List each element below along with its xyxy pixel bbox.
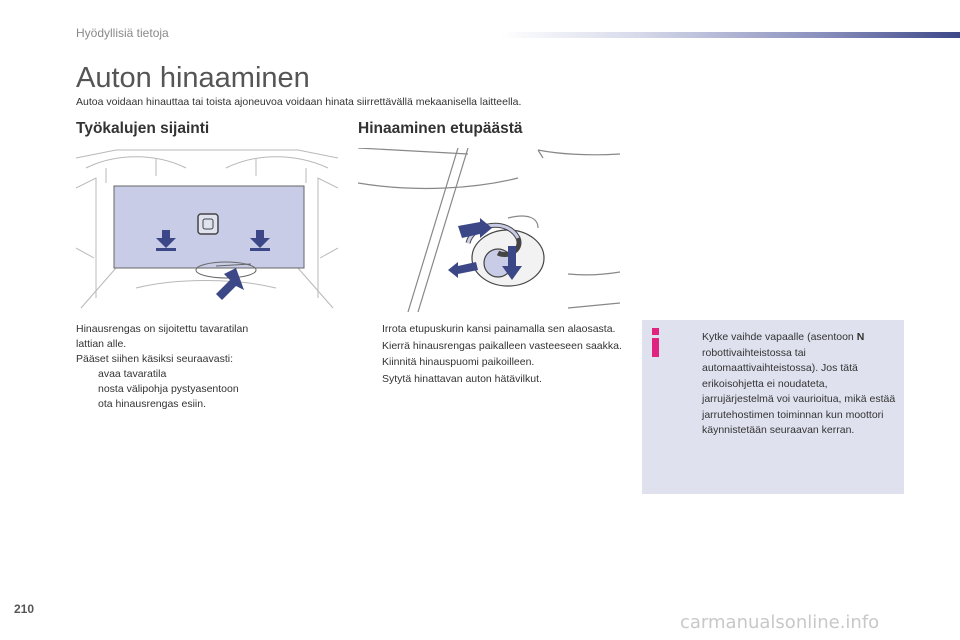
heading-front-towing: Hinaaminen etupäästä [358,120,523,137]
page-title: Auton hinaaminen [76,62,310,94]
trunk-illustration [76,148,338,312]
list-item: Sytytä hinattavan auton hätävilkut. [382,372,542,385]
towing-steps-list [360,322,622,387]
section-label: Hyödyllisiä tietoja [76,26,169,40]
list-item: Irrota etupuskurin kansi painamalla sen alaosasta. [382,323,616,335]
tool-location-text [76,322,316,412]
list-item: Kiinnitä hinauspuomi paikoilleen. [382,356,535,368]
paragraph: Pääset siihen käsiksi seuraavasti: [76,353,233,365]
rotate-arrow-icon [448,262,478,278]
page-number: 210 [14,602,35,616]
paragraph: lattian alle. [76,338,127,350]
watermark: carmanualsonline.info [680,612,880,633]
tool-steps-list [76,367,316,412]
gear-position-n: N [856,331,865,343]
heading-tool-location: Työkalujen sijainti [76,120,210,137]
info-icon [650,328,660,358]
towing-eye-illustration [358,148,620,312]
paragraph: Hinausrengas on sijoitettu tavaratilan [76,323,249,335]
info-box [642,320,904,494]
intro-text: Autoa voidaan hinauttaa tai toista ajoneuvoa voidaan hinata siirrettävällä mekaanisella laitteella. [76,96,522,108]
list-item: ota hinausrengas esiin. [98,398,206,410]
up-arrow-icon [216,268,244,300]
list-item: nosta välipohja pystyasentoon [98,383,239,395]
front-towing-text [360,322,622,388]
list-item: avaa tavaratila [98,368,167,380]
header-bar [500,32,960,38]
panel-handle-icon [198,214,218,234]
towing-eye [468,225,544,286]
info-text: Kytke vaihde vapaalle (asentoon N robottivaihteistossa tai automaattivaihteistossa). Jos tätä erikoisohjetta ei noudateta, jarrujärjestelmä voi vaurioitua, mikä estää jarrutehostimen toiminnan kun moottori käynnistetään seuraavan kerran. [702,331,896,436]
list-item: Kierrä hinausrengas paikalleen vasteeseen saakka. [382,339,622,352]
